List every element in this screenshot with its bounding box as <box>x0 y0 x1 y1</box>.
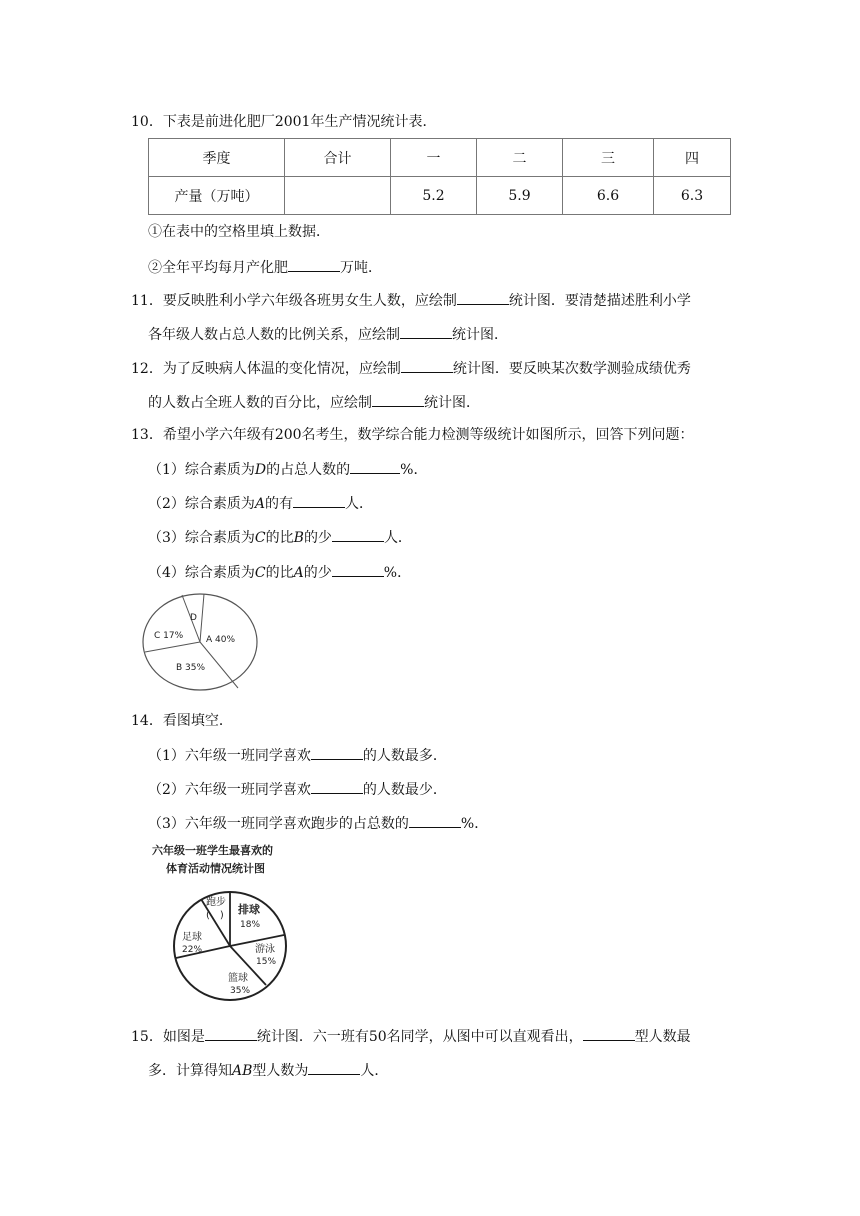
q14-sub3 <box>148 813 488 834</box>
q15-text: 型人数为 <box>252 1063 309 1079</box>
pie-label-c: C 17% <box>154 631 184 641</box>
q13-text: 的比 <box>265 530 294 546</box>
q13-sub2 <box>148 493 373 514</box>
table-header-cell: 二 <box>477 139 563 177</box>
q15-text: 型人数最 <box>634 1029 691 1045</box>
q11-line2 <box>148 324 508 345</box>
q11-line1 <box>131 290 691 311</box>
pie-label-basketball: 篮球 <box>228 973 248 984</box>
q10-stem: 10．下表是前进化肥厂2001年生产情况统计表． <box>131 114 437 130</box>
q12-text: 统计图．要反映某次数学测验成绩优秀 <box>452 361 691 377</box>
table-row <box>149 177 731 215</box>
q13-sub4 <box>148 562 411 583</box>
q13-text: %． <box>400 462 428 478</box>
variable: AB <box>232 1063 253 1079</box>
answer-blank[interactable] <box>311 745 363 760</box>
q14-text: 的人数最多． <box>362 748 447 764</box>
table-row-label: 产量（万吨） <box>149 177 285 215</box>
variable: C <box>254 565 266 581</box>
q13-text: 人． <box>345 496 374 512</box>
q15-text: 统计图．六一班有50名同学，从图中可以直观看出， <box>256 1029 583 1045</box>
table-cell: 5.9 <box>477 177 563 215</box>
q13-sub1 <box>148 459 427 480</box>
pie-label-swimming-value: 15% <box>256 957 277 967</box>
q12-text: 统计图． <box>424 395 480 411</box>
answer-blank[interactable] <box>372 392 424 407</box>
q15-line1 <box>131 1026 691 1047</box>
q13-text: （4）综合素质为 <box>148 565 255 581</box>
answer-blank[interactable] <box>400 324 452 339</box>
q13-text: 的少 <box>303 530 332 546</box>
q13-text: 的比 <box>265 565 294 581</box>
answer-blank[interactable] <box>288 257 340 272</box>
q15-text: 多．计算得知 <box>148 1063 232 1079</box>
q13-sub3 <box>148 527 412 548</box>
q14-pie-chart <box>146 840 296 1012</box>
q14-text: 的人数最少． <box>362 782 447 798</box>
q13-text: （3）综合素质为 <box>148 530 255 546</box>
q11-text: 统计图． <box>452 327 508 343</box>
q14-sub2 <box>148 779 447 800</box>
answer-blank[interactable] <box>205 1026 257 1041</box>
q10-sub1: ①在表中的空格里填上数据． <box>148 224 330 240</box>
table-header-cell: 合计 <box>285 139 391 177</box>
table-header-cell: 一 <box>391 139 477 177</box>
answer-blank[interactable] <box>583 1026 635 1041</box>
table-header-cell: 四 <box>654 139 731 177</box>
q13-text: 的有 <box>265 496 294 512</box>
pie-label-swimming: 游泳 <box>255 944 275 955</box>
q13-text: （2）综合素质为 <box>148 496 255 512</box>
q14-stem: 14．看图填空． <box>131 713 233 729</box>
q12-line1 <box>131 358 691 379</box>
pie-label-volleyball: 排球 <box>238 903 260 916</box>
answer-blank[interactable] <box>332 527 384 542</box>
q12-line2 <box>148 392 480 413</box>
variable: A <box>254 496 266 512</box>
pie-label-volleyball-value: 18% <box>240 920 261 930</box>
q12-text: 12．为了反映病人体温的变化情况，应绘制 <box>131 361 401 377</box>
q13-text: 人． <box>383 530 412 546</box>
production-table <box>148 138 731 215</box>
answer-blank[interactable] <box>311 779 363 794</box>
q13-pie-chart <box>140 592 260 694</box>
answer-blank[interactable] <box>308 1060 360 1075</box>
q11-text: 11．要反映胜利小学六年级各班男女生人数，应绘制 <box>131 293 457 309</box>
variable: D <box>254 462 267 478</box>
variable: B <box>293 530 304 546</box>
pie-label-d: D <box>190 613 197 623</box>
q13-text: （1）综合素质为 <box>148 462 255 478</box>
q15-text: 人． <box>360 1063 389 1079</box>
pie-label-run-value: ( ) <box>206 910 224 921</box>
table-header-cell: 季度 <box>149 139 285 177</box>
q15-line2 <box>148 1060 388 1081</box>
q12-text: 的人数占全班人数的百分比，应绘制 <box>148 395 372 411</box>
chart-title: 六年级一班学生最喜欢的 <box>152 844 273 857</box>
q10-sub2 <box>148 257 382 278</box>
q13-stem: 13．希望小学六年级有200名考生，数学综合能力检测等级统计如图所示，回答下列问题： <box>131 427 694 443</box>
pie-label-soccer-value: 22% <box>182 945 203 955</box>
table-cell: 5.2 <box>391 177 477 215</box>
table-cell: 6.3 <box>654 177 731 215</box>
pie-label-soccer: 足球 <box>182 932 202 943</box>
q14-text: （1）六年级一班同学喜欢 <box>148 748 311 764</box>
table-cell-total[interactable] <box>285 177 391 215</box>
table-header-cell: 三 <box>563 139 654 177</box>
q13-text: %． <box>383 565 412 581</box>
q14-text: （2）六年级一班同学喜欢 <box>148 782 311 798</box>
q15-text: 15．如图是 <box>131 1029 205 1045</box>
answer-blank[interactable] <box>409 813 461 828</box>
q14-text: %． <box>460 816 489 832</box>
pie-label-b: B 35% <box>176 663 206 673</box>
q13-text: 的少 <box>303 565 332 581</box>
q11-text: 统计图．要清楚描述胜利小学 <box>508 293 691 309</box>
q13-text: 的占总人数的 <box>266 462 351 478</box>
answer-blank[interactable] <box>401 358 453 373</box>
answer-blank[interactable] <box>457 290 509 305</box>
table-header-row <box>149 139 731 177</box>
pie-label-a: A 40% <box>206 635 236 645</box>
q10-sub2-text: 万吨． <box>340 260 382 276</box>
variable: A <box>293 565 304 581</box>
q10-sub2-text: ②全年平均每月产化肥 <box>148 260 288 276</box>
answer-blank[interactable] <box>350 459 400 474</box>
q11-text: 各年级人数占总人数的比例关系，应绘制 <box>148 327 400 343</box>
q14-sub1 <box>148 745 447 766</box>
answer-blank[interactable] <box>332 562 384 577</box>
answer-blank[interactable] <box>293 493 345 508</box>
table-cell: 6.6 <box>563 177 654 215</box>
q14-text: （3）六年级一班同学喜欢跑步的占总数的 <box>148 816 409 832</box>
pie-label-run: 跑步 <box>206 897 226 908</box>
chart-title: 体育活动情况统计图 <box>166 862 265 875</box>
pie-label-basketball-value: 35% <box>230 986 251 996</box>
variable: C <box>254 530 266 546</box>
